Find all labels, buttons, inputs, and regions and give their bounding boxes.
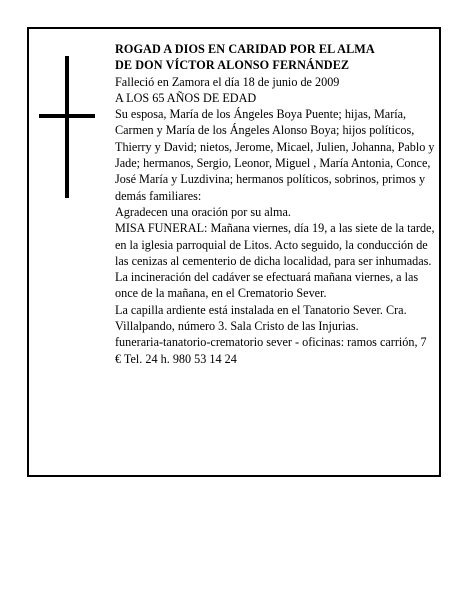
age-info: A LOS 65 AÑOS DE EDAD: [115, 90, 257, 105]
family-list: Su esposa, María de los Ángeles Boya Puente; hijas, María, Carmen y María de los Ángeles Alonso Boya; hijos políticos, Thierry y David; nietos, Jerome, Micael, Julien, Johanna, Pablo y Jade; hermanos, Sergio, Leonor, Miguel , María Antonia, Conce, José María y Luzdivina; hermanos políticos, sobrinos, primos y demás familiares:: [115, 107, 435, 203]
incineration-info: La incineración del cadáver se efectuará mañana viernes, a las once de la mañana, en el Crematorio Sever.: [115, 270, 419, 301]
cross-icon: [39, 56, 95, 198]
cross-horizontal-bar: [39, 114, 95, 118]
notice-text: [115, 41, 435, 367]
death-info: Falleció en Zamora el día 18 de junio de 2009: [115, 74, 340, 89]
gratitude-text: Agradecen una oración por su alma.: [115, 204, 291, 219]
cross-vertical-bar: [65, 56, 69, 198]
funeral-mass-info: MISA FUNERAL: Mañana viernes, día 19, a las siete de la tarde, en la iglesia parroquial de Litos. Acto seguido, la conducción de las cenizas al cementerio de dicha localidad, para ser inhumadas.: [115, 221, 435, 268]
notice-title-line-1: ROGAD A DIOS EN CARIDAD POR EL ALMA: [115, 42, 375, 56]
chapel-info: La capilla ardiente está instalada en el Tanatorio Sever. Cra. Villalpando, número 3. Sala Cristo de las Injurias.: [115, 302, 407, 334]
funeral-home-contact: funeraria-tanatorio-crematorio sever - oficinas: ramos carrión, 7 € Tel. 24 h. 980 53 14 24: [115, 335, 427, 366]
notice-title-line-2: DE DON VÍCTOR ALONSO FERNÁNDEZ: [115, 58, 350, 73]
obituary-notice: [27, 27, 441, 477]
